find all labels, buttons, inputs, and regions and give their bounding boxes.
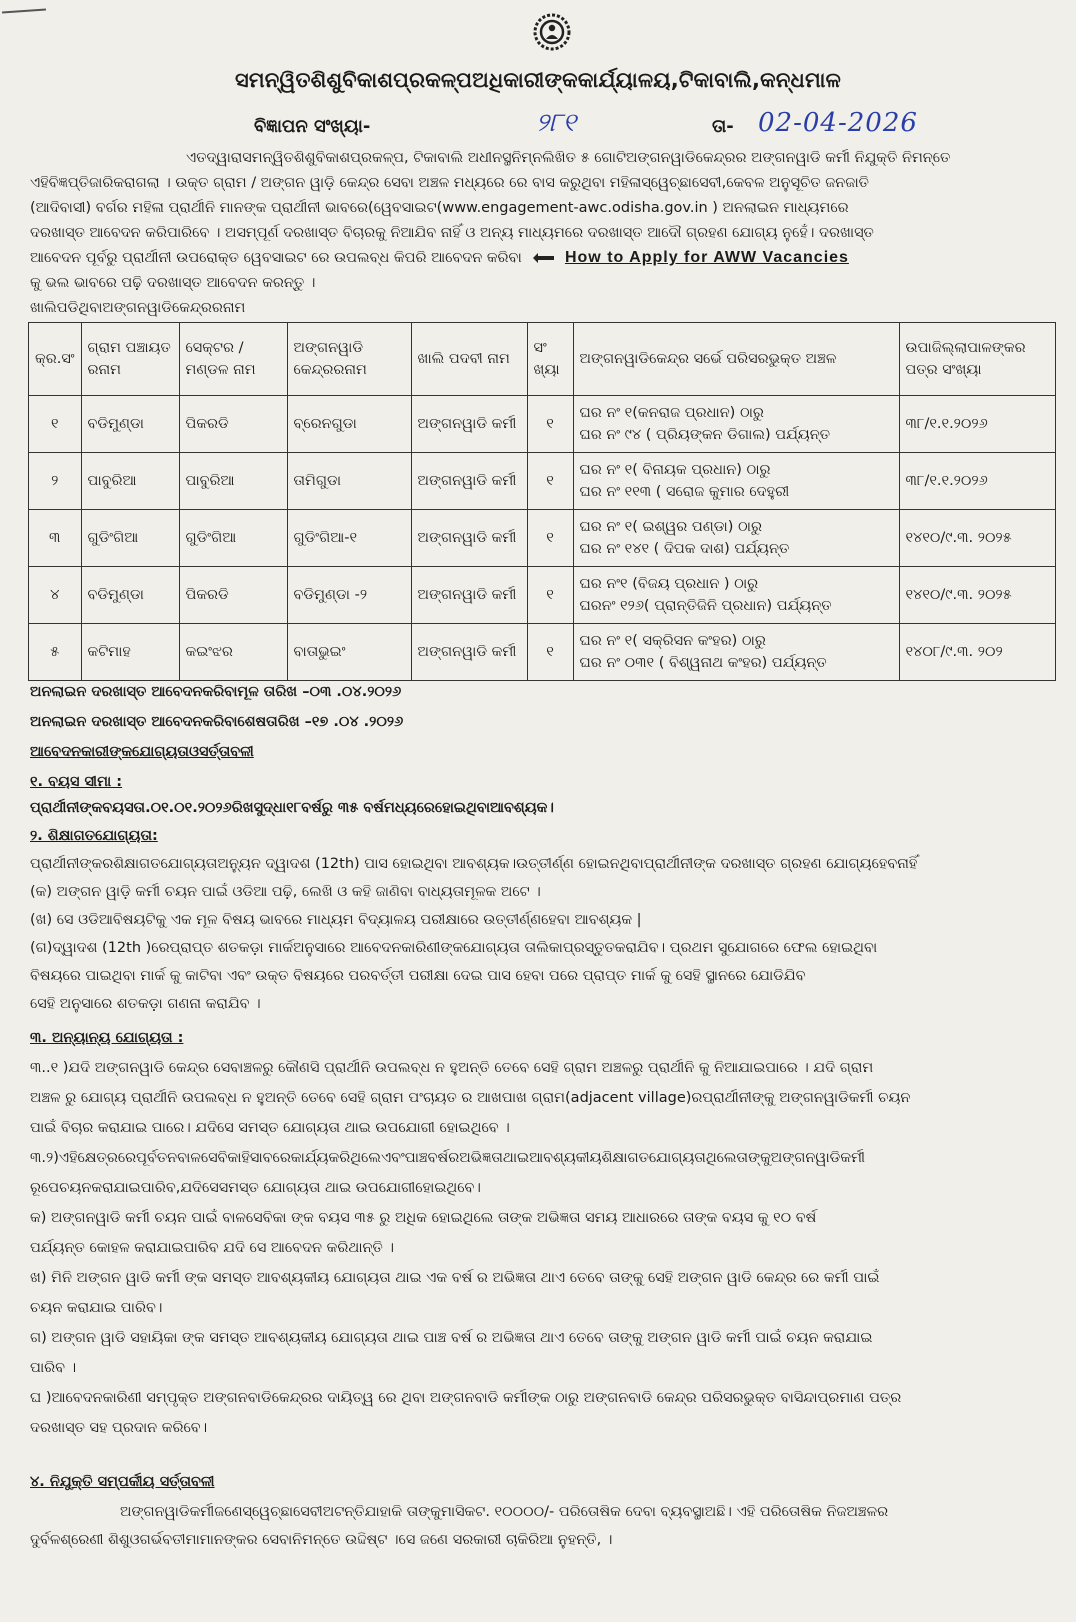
- cell-anganwadi-centre: ବଡିମୁଣ୍ଡା -୨: [287, 567, 411, 624]
- advertisement-number: ୨୮୧: [536, 108, 577, 138]
- header-sector: ସେକ୍ଟର / ମଣ୍ଡଳ ନାମ: [179, 323, 287, 396]
- pointing-hand-icon: [532, 251, 556, 265]
- emblem-icon: [532, 12, 572, 52]
- area-to: ଘର ନଂ ୯୪ ( ପ୍ରିୟଙ୍କନ ଡିଗାଲ) ପର୍ଯ୍ୟନ୍ତ: [579, 427, 831, 443]
- table-row: [29, 453, 1056, 510]
- intro-line: (ଆଦିବାସୀ) ବର୍ଗର ମହିଳା ପ୍ରାର୍ଥୀନି ମାନଙ୍କ ପ୍ରାର୍ଥୀନୀ ଭାବରେ(ୱେବସାଇଟ(www.engagement-awc.odisha.gov.in ) ଅନଲାଇନ ମାଧ୍ୟମରେ: [30, 200, 849, 216]
- intro-line: ଦରଖାସ୍ତ ଆବେଦନ କରିପାରିବେ । ଅସମ୍ପୂର୍ଣ ଦରଖାସ୍ତ ବିଚାରକୁ ନିଆଯିବ ନାହିଁ ଓ ଅନ୍ୟ ମାଧ୍ୟମରେ ଦରଖାସ୍ତ ଆଦୌ ଗ୍ରହଣ ଯୋଗ୍ୟ ନୁହେଁ। ଦରଖାସ୍ତ: [30, 225, 874, 241]
- area-to: ଘରନଂ ୧୨୬( ପ୍ରାନ୍ତିଜିନି ପ୍ରଧାନ) ପର୍ଯ୍ୟନ୍ତ: [579, 598, 832, 614]
- other-line: ରୂପେଚୟନକରାଯାଇପାରିବ,ଯଦିସେସମସ୍ତ ଯୋଗ୍ୟତା ଥାଇ ଉପଯୋଗୀହୋଇଥିବେ।: [30, 1180, 481, 1196]
- area-from: ଘର ନଂ ୧( ଇଶ୍ୱର ପଣ୍ଡା) ଠାରୁ: [579, 519, 762, 535]
- appointment-heading-text: ୪. ନିଯୁକ୍ତି ସମ୍ପର୍କୀୟ ସର୍ତ୍ତାବଳୀ: [30, 1474, 215, 1490]
- age-heading: [30, 770, 1072, 794]
- cell-survey-area: [573, 567, 899, 624]
- other-heading: [30, 1026, 1072, 1050]
- cell-sector: ଗୁଡିଂଗିଆ: [179, 510, 287, 567]
- cell-sector: ପିକରଡି: [179, 567, 287, 624]
- cell-serial: ୧: [29, 396, 82, 453]
- application-end-date: ଅନଲାଇନ ଦରଖାସ୍ତ ଆବେଦନକରିବାଶେଷତାରିଖ –୧୭ .୦୪ .୨୦୨୬: [30, 714, 404, 730]
- intro-line-text: ଆବେଦନ ପୂର୍ବରୁ ପ୍ରାର୍ଥୀନୀ ଉପରୋକ୍ତ ୱେବସାଇଟ ରେ ଉପଲବ୍ଧ କିପରି ଆବେଦନ କରିବା: [30, 250, 522, 266]
- cell-count: ୧: [527, 567, 573, 624]
- area-to: ଘର ନଂ ୦୩୧ ( ବିଶ୍ୱନାଥ କଂହର) ପର୍ଯ୍ୟନ୍ତ: [579, 655, 827, 671]
- education-line: (ଖ) ସେ ଓଡିଆବିଷୟଟିକୁ ଏକ ମୂଳ ବିଷୟ ଭାବରେ ମାଧ୍ୟମ ବିଦ୍ୟାଳୟ ପରୀକ୍ଷାରେ ଉତ୍ତୀର୍ଣ୍ଣହେବା ଆବଶ୍ୟକ |: [30, 912, 642, 928]
- header-letter-number: ଉପାଜିଲ୍ଲାପାଳଙ୍କର ପତ୍ର ସଂଖ୍ୟା: [899, 323, 1055, 396]
- cell-count: ୧: [527, 396, 573, 453]
- mini-worker-line: ଚୟନ କରାଯାଇ ପାରିବ।: [30, 1300, 163, 1316]
- cell-sector: ପାବୁରିଆ: [179, 453, 287, 510]
- cell-letter-number: ୩୮/୧.୧.୨୦୨୬: [899, 453, 1055, 510]
- cell-gram-panchayat: ଗୁଡିଂଗିଆ: [81, 510, 179, 567]
- application-start-date: ଅନଲାଇନ ଦରଖାସ୍ତ ଆବେଦନକରିବାମୂଳ ତାରିଖ –୦୩ .୦୪.୨୦୨୬: [30, 684, 402, 700]
- other-line: ୩..୧ )ଯଦି ଅଙ୍ଗନୱାଡି କେନ୍ଦ୍ର ସେବାଞ୍ଚଳରୁ କୌଣସି ପ୍ରାର୍ଥୀନି ଉପଲବ୍ଧ ନ ହୁଅନ୍ତି ତେବେ ସେହି ଗ୍ରାମ ଅଞ୍ଚଳରୁ ପ୍ରାର୍ଥୀନି କୁ ନିଆଯାଇପାରେ । ଯଦି ଗ୍ରାମ: [30, 1060, 874, 1076]
- table-row: [29, 567, 1056, 624]
- area-from: ଘର ନଂ ୧( ବିନାୟକ ପ୍ରଧାନ) ଠାରୁ: [579, 462, 771, 478]
- cell-serial: ୩: [29, 510, 82, 567]
- criteria-heading-text: ଆବେଦନକାରୀଙ୍କଯୋଗ୍ୟତାଓସର୍ତ୍ତାବଳୀ: [30, 744, 254, 760]
- age-heading-text: ୧. ବୟସ ସୀମା :: [30, 774, 123, 790]
- helper-line: ପାରିବ ।: [30, 1360, 77, 1376]
- cell-vacant-post: ଅଙ୍ଗନୱାଡି କର୍ମୀ: [411, 624, 527, 681]
- education-line: ବିଷୟରେ ପାଇଥିବା ମାର୍କ କୁ କାଟିବା ଏବଂ ଉକ୍ତ ବିଷୟରେ ପରବର୍ତ୍ତୀ ପରୀକ୍ଷା ଦେଇ ପାସ ହେବା ପରେ ପ୍ରାପ୍ତ ମାର୍କ କୁ ସେହି ସ୍ଥାନରେ ଯୋଡିଯିବ: [30, 968, 806, 984]
- cell-serial: ୫: [29, 624, 82, 681]
- area-from: ଘର ନଂ ୧(କନରାଜ ପ୍ରଧାନ) ଠାରୁ: [579, 405, 764, 421]
- other-line: ୩.୨)ଏହିକ୍ଷେତ୍ରରେପୂର୍ବତନବାଳସେବିକାହିସାବରେକାର୍ଯ୍ୟକରିଥିଲେଏବଂପାଞ୍ଚବର୍ଷରଅଭିଜ୍ଞତାଥାଇଆବଶ୍ୟକୀୟଶିକ୍ଷାଗତଯୋଗ୍ୟତାଥିଲେତାଙ୍କୁଅଙ୍ଗନୱାଡିକର୍ମୀ: [30, 1150, 866, 1166]
- mini-worker-line: ଖ) ମିନି ଅଙ୍ଗନ ୱାଡି କର୍ମୀ ଙ୍କ ସମସ୍ତ ଆବଶ୍ୟକୀୟ ଯୋଗ୍ୟତା ଥାଇ ଏକ ବର୍ଷ ର ଅଭିଜ୍ଞତା ଥାଏ ତେବେ ତାଙ୍କୁ ସେହି ଅଙ୍ଗନ ୱାଡି କେନ୍ଦ୍ର ରେ କର୍ମୀ ପାଇଁ: [30, 1270, 880, 1286]
- pen-mark: [2, 8, 46, 13]
- helper-line: ଗ) ଅଙ୍ଗନ ୱାଡି ସହାୟିକା ଙ୍କ ସମସ୍ତ ଆବଶ୍ୟକୀୟ ଯୋଗ୍ୟତା ଥାଇ ପାଞ୍ଚ ବର୍ଷ ର ଅଭିଜ୍ଞତା ଥାଏ ତେବେ ତାଙ୍କୁ ଅଙ୍ଗନ ୱାଡି କର୍ମୀ ପାଇଁ ଚୟନ କରାଯାଇ: [30, 1330, 873, 1346]
- header-anganwadi-centre: ଅଙ୍ଗନୱାଡି କେନ୍ଦ୍ରରନାମ: [287, 323, 411, 396]
- header-serial: କ୍ର.ସଂ: [29, 323, 82, 396]
- area-to: ଘର ନଂ ୧୧୩ ( ସରୋଜ କୁମାର ଦେହୁରୀ: [579, 484, 790, 500]
- cell-survey-area: [573, 453, 899, 510]
- relaxation-line: ପର୍ଯ୍ୟନ୍ତ କୋହଳ କରାଯାଇପାରିବ ଯଦି ସେ ଆବେଦନ କରିଥାନ୍ତି ।: [30, 1240, 394, 1256]
- other-line: ପାଇଁ ବିଚାର କରାଯାଇ ପାରେ। ଯଦିସେ ସମସ୍ତ ଯୋଗ୍ୟତା ଥାଇ ଉପଯୋଗୀ ହୋଇଥିବେ ।: [30, 1120, 510, 1136]
- criteria-heading: [30, 740, 1072, 764]
- cell-serial: ୨: [29, 453, 82, 510]
- cell-gram-panchayat: କଟିମାହ: [81, 624, 179, 681]
- appointment-heading: [30, 1470, 1072, 1494]
- cell-gram-panchayat: ପାବୁରିଆ: [81, 453, 179, 510]
- header-vacant-post: ଖାଲି ପଦବୀ ନାମ: [411, 323, 527, 396]
- appointment-line: ଅଙ୍ଗନୱାଡିକର୍ମୀଜଣେସ୍ୱେଚ୍ଛାସେବୀଅଟନ୍ତିଯାହାକି ତାଙ୍କୁମାସିକଟ. ୧୦୦୦୦/- ପରିତୋଷିକ ଦେବା ବ୍ୟବସ୍ଥାଅଛି। ଏହି ପରିତୋଷିକ ନିଜଅଞ୍ଚଳର: [120, 1504, 889, 1520]
- cell-letter-number: ୩୮/୧.୧.୨୦୨୬: [899, 396, 1055, 453]
- date-label: ତା-: [712, 116, 734, 137]
- cell-survey-area: [573, 396, 899, 453]
- cell-letter-number: ୧୪୦୮/୯.୩. ୨୦୨: [899, 624, 1055, 681]
- cell-survey-area: [573, 510, 899, 567]
- cell-anganwadi-centre: ବ୍ରେନଗୁଡା: [287, 396, 411, 453]
- how-to-apply-link[interactable]: How to Apply for AWW Vacancies: [564, 249, 849, 266]
- cell-count: ୧: [527, 624, 573, 681]
- cell-count: ୧: [527, 453, 573, 510]
- cell-serial: ୪: [29, 567, 82, 624]
- education-line: (କ) ଅଙ୍ଗନ ୱାଡ଼ି କର୍ମୀ ଚୟନ ପାଇଁ ଓଡିଆ ପଢ଼ି, ଲେଖି ଓ କହି ଜାଣିବା ବାଧ୍ୟତାମୂଳକ ଅଟେ ।: [30, 884, 541, 900]
- education-heading-text: ୨. ଶିକ୍ଷାଗତଯୋଗ୍ୟତା:: [30, 828, 158, 844]
- header-gram-panchayat: ଗ୍ରାମ ପଞ୍ଚାୟତ ରନାମ: [81, 323, 179, 396]
- cell-vacant-post: ଅଙ୍ଗନୱାଡି କର୍ମୀ: [411, 567, 527, 624]
- intro-line: କୁ ଭଲ ଭାବରେ ପଢ଼ି ଦରଖାସ୍ତ ଆବେଦନ କରନ୍ତୁ ।: [30, 275, 316, 291]
- education-line: (ଗ)ଦ୍ୱାଦଶ (12th )ରେପ୍ରାପ୍ତ ଶତକଡ଼ା ମାର୍କଅନୁସାରେ ଆବେଦନକାରିଣୀଙ୍କଯୋଗ୍ୟତା ତାଲିକାପ୍ରସ୍ତୁତକରାଯିବ। ପ୍ରଥମ ସୁଯୋଗରେ ଫେଲ ହୋଇଥିବା: [30, 940, 878, 956]
- cell-vacant-post: ଅଙ୍ଗନୱାଡି କର୍ମୀ: [411, 453, 527, 510]
- cell-gram-panchayat: ବଡିମୁଣ୍ଡା: [81, 567, 179, 624]
- cell-sector: ପିକରଡି: [179, 396, 287, 453]
- cell-count: ୧: [527, 510, 573, 567]
- area-from: ଘର ନଂ ୧( ସକ୍ରିସନ କଂହର) ଠାରୁ: [579, 633, 766, 649]
- intro-line: [30, 246, 1072, 270]
- cell-letter-number: ୧୪୧୦/୯.୩. ୨୦୨୫: [899, 567, 1055, 624]
- area-from: ଘର ନଂ୧ (ବିଜୟ ପ୍ରଧାନ ) ଠାରୁ: [579, 576, 759, 592]
- advertisement-number-row: [0, 108, 1076, 144]
- header-survey-area: ଅଙ୍ଗନୱାଡିକେନ୍ଦ୍ର ସର୍ଭେ ପରିସରଭୁକ୍ତ ଅଞ୍ଚଳ: [573, 323, 899, 396]
- residence-line: ଦରଖାସ୍ତ ସହ ପ୍ରଦାନ କରିବେ।: [30, 1420, 208, 1436]
- date-value: 02-04-2026: [758, 108, 918, 138]
- cell-anganwadi-centre: ଗୁଡିଂଗିଆ-୧: [287, 510, 411, 567]
- intro-line: ଏହିବିଜ୍ଞପ୍ତିଜାରିକରାଗଲା । ଉକ୍ତ ଗ୍ରାମ / ଅଙ୍ଗନ ୱାଡ଼ି କେନ୍ଦ୍ର ସେବା ଅଞ୍ଚଳ ମଧ୍ୟରେ ରେ ବାସ କରୁଥିବା ମହିଳାସ୍ୱେଚ୍ଛାସେବୀ,କେବଳ ଅନୁସୂଚିତ ଜନଜାତି: [30, 175, 869, 191]
- advertisement-label: ବିଜ୍ଞାପନ ସଂଖ୍ୟା-: [254, 116, 371, 137]
- education-line: ସେହି ଅନୁସାରେ ଶତକଡ଼ା ଗଣନା କରାଯିବ ।: [30, 996, 261, 1012]
- cell-letter-number: ୧୪୧୦/୯.୩. ୨୦୨୫: [899, 510, 1055, 567]
- cell-survey-area: [573, 624, 899, 681]
- cell-gram-panchayat: ବଡିମୁଣ୍ଡା: [81, 396, 179, 453]
- vacancy-table: [28, 322, 1056, 681]
- education-heading: [30, 824, 1072, 848]
- cell-vacant-post: ଅଙ୍ଗନୱାଡି କର୍ମୀ: [411, 396, 527, 453]
- vacancy-list-heading: ଖାଲିପଡିଥିବାଅଙ୍ଗନୱାଡିକେନ୍ଦ୍ରରନାମ: [30, 300, 246, 316]
- table-row: [29, 510, 1056, 567]
- education-line: ପ୍ରାର୍ଥୀନୀଙ୍କରଶିକ୍ଷାଗତଯୋଗ୍ୟତାଅନ୍ୟୁନ ଦ୍ୱାଦଶ (12th) ପାସ ହୋଇଥିବା ଆବଶ୍ୟକ।ଉତ୍ତୀର୍ଣ୍ଣ ହୋଇନଥିବାପ୍ରାର୍ଥୀନୀଙ୍କ ଦରଖାସ୍ତ ଗ୍ରହଣ ଯୋଗ୍ୟହେବନାହିଁ: [30, 856, 918, 872]
- header-count: ସଂ ଖ୍ୟା: [527, 323, 573, 396]
- table-row: [29, 624, 1056, 681]
- table-row: [29, 396, 1056, 453]
- table-header-row: [29, 323, 1056, 396]
- cell-vacant-post: ଅଙ୍ଗନୱାଡି କର୍ମୀ: [411, 510, 527, 567]
- relaxation-line: କ) ଅଙ୍ଗନୱାଡି କର୍ମୀ ଚୟନ ପାଇଁ ବାଳସେବିକା ଙ୍କ ବୟସ ୩୫ ରୁ ଅଧିକ ହୋଇଥିଲେ ତାଙ୍କ ଅଭିଜ୍ଞତା ସମୟ ଆଧାରରେ ତାଙ୍କ ବୟସ କୁ ୧୦ ବର୍ଷ: [30, 1210, 817, 1226]
- age-text: ପ୍ରାର୍ଥୀନୀଙ୍କବୟସତା.୦୧.୦୧.୨୦୨୬ରିଖସୁଦ୍ଧା୧୮ବର୍ଷରୁ ୩୫ ବର୍ଷମଧ୍ୟରେହୋଇଥିବାଆବଶ୍ୟକ।: [30, 800, 554, 816]
- appointment-line: ଦୁର୍ବଳଶ୍ରେଣୀ ଶିଶୁଓଗର୍ଭବତୀମାମାନଙ୍କର ସେବାନିମନ୍ତେ ଉଦ୍ଦିଷ୍ଟ ।ସେ ଜଣେ ସରକାରୀ ଚାକିରିଆ ନୁହନ୍ତି, ।: [30, 1532, 613, 1548]
- cell-anganwadi-centre: ବାତାଭୁଇଂ: [287, 624, 411, 681]
- other-line: ଅଞ୍ଚଳ ରୁ ଯୋଗ୍ୟ ପ୍ରାର୍ଥୀନି ଉପଲବ୍ଧ ନ ହୁଅନ୍ତି ତେବେ ସେହି ଗ୍ରାମ ପଂଚାୟତ ର ଆଖପାଖ ଗ୍ରାମ(adjacent village)ରପ୍ରାର୍ଥୀନୀଙ୍କୁ ଅଙ୍ଗନୱାଡିକର୍ମୀ ଚୟନ: [30, 1090, 911, 1106]
- cell-anganwadi-centre: ତାମିଗୁଡା: [287, 453, 411, 510]
- office-title: ସମନ୍ୱିତଶିଶୁବିକାଶପ୍ରକଳ୍ପଅଧିକାରୀଙ୍କକାର୍ଯ୍ୟାଳୟ,ଟିକାବାଲି,କନ୍ଧମାଳ: [234, 68, 842, 92]
- intro-line: ଏତଦ୍ୱାରାସମନ୍ୱିତଶିଶୁବିକାଶପ୍ରକଳ୍ପ, ଟିକାବାଲି ଅଧୀନସ୍ଥନିମ୍ନଲିଖିତ ୫ ଗୋଟିଅଙ୍ଗନୱାଡିକେନ୍ଦ୍ରର ଅଙ୍ଗନୱାଡି କର୍ମୀ ନିଯୁକ୍ତି ନିମନ୍ତେ: [186, 150, 951, 166]
- residence-line: ଘ )ଆବେଦନକାରିଣୀ ସମ୍ପୃକ୍ତ ଅଙ୍ଗନବାଡିକେନ୍ଦ୍ରର ଦାୟିତ୍ୱ ରେ ଥିବା ଅଙ୍ଗନବାଡି କର୍ମୀଙ୍କ ଠାରୁ ଅଙ୍ଗନବାଡି କେନ୍ଦ୍ର ପରିସରଭୁକ୍ତ ବାସିନ୍ଦାପ୍ରମାଣ ପତ୍ର: [30, 1390, 902, 1406]
- other-heading-text: ୩. ଅନ୍ୟାନ୍ୟ ଯୋଗ୍ୟତା :: [30, 1030, 184, 1046]
- cell-sector: କଇଂଝର: [179, 624, 287, 681]
- area-to: ଘର ନଂ ୧୪୧ ( ଦିପକ ଦାଶ) ପର୍ଯ୍ୟନ୍ତ: [579, 541, 790, 557]
